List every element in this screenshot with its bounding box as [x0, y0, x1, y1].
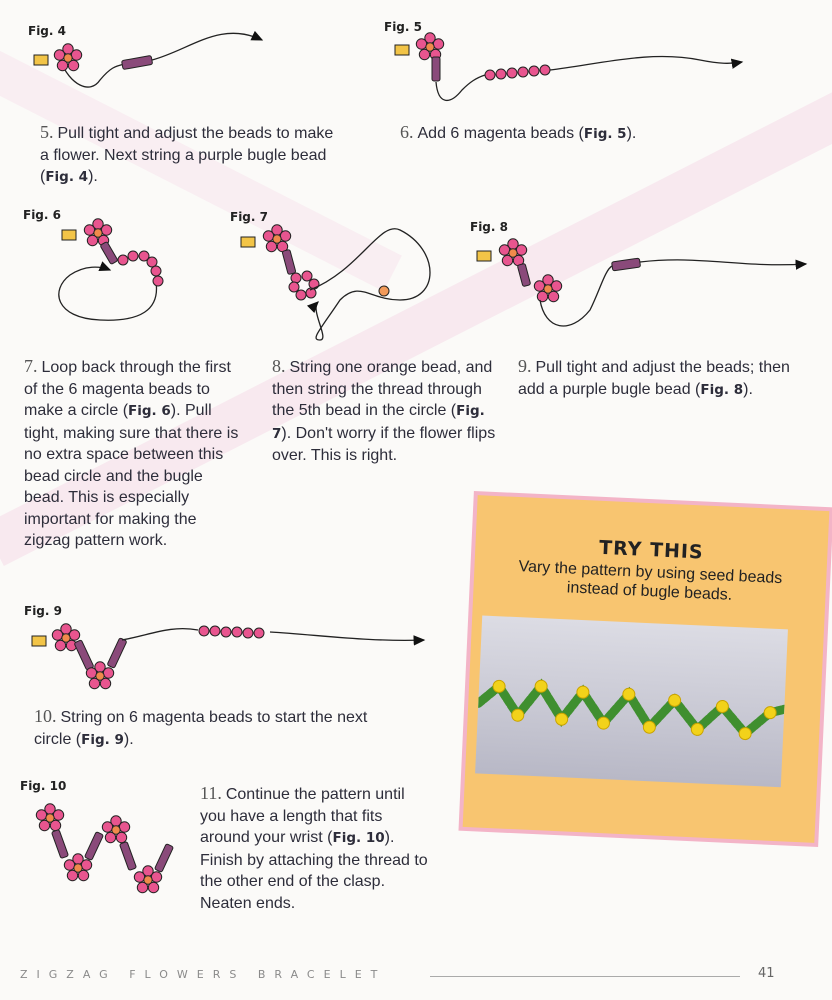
step-number: 8. [272, 356, 286, 376]
fig-reference: Fig. 5 [583, 126, 627, 142]
fig5-label: Fig. 5 [384, 20, 422, 34]
fig4-illustration [34, 33, 262, 87]
fig8-label: Fig. 8 [470, 220, 508, 234]
step-text-end: ). [123, 730, 134, 748]
bracelet-photo-image [475, 616, 788, 788]
step-text: Continue the pattern until you have a length that fits around your wrist ( [200, 786, 405, 846]
fig-reference: Fig. 6 [128, 403, 171, 419]
fig-reference: Fig. 7 [272, 403, 485, 442]
step-text-end: ). Pull tight, making sure that there is no extra space between this bead circle and the bugle bead. This is especially important for making the zigzag pattern work. [24, 402, 239, 549]
step-number: 9. [518, 356, 532, 376]
try-this-text: Vary the pattern by using seed beads instead of bugle beads. [518, 558, 783, 604]
fig4-label: Fig. 4 [28, 24, 66, 38]
fig7-label: Fig. 7 [230, 210, 268, 224]
step-text-end: ). [626, 125, 637, 142]
step-text: Add 6 magenta beads ( [417, 125, 584, 142]
fig9-label: Fig. 9 [24, 604, 62, 618]
step-text-end: ). [743, 380, 753, 398]
step-number: 5. [40, 122, 54, 142]
step-11 [200, 783, 432, 914]
fig-reference: Fig. 10 [332, 830, 385, 846]
fig6-illustration [59, 219, 163, 320]
step-text-end: ). Don't worry if the flower flips over. This is right. [272, 424, 496, 464]
step-text: Pull tight and adjust the beads to make a flower. Next string a purple bugle bead ( [40, 125, 334, 185]
step-10 [34, 706, 394, 751]
fig-reference: Fig. 4 [45, 169, 89, 185]
footer-title: ZIGZAG FLOWERS BRACELET [20, 968, 387, 981]
step-8 [272, 356, 497, 467]
fig-reference: Fig. 9 [81, 731, 124, 748]
step-number: 10. [34, 706, 57, 726]
fig8-illustration [477, 239, 806, 326]
fig-reference: Fig. 8 [700, 381, 744, 398]
step-text: Pull tight and adjust the beads; then add a purple bugle bead ( [518, 359, 790, 398]
step-number: 11. [200, 783, 222, 803]
step-7 [24, 356, 242, 552]
page-number: 41 [758, 966, 775, 981]
fig9-illustration [32, 624, 424, 689]
step-9 [518, 356, 793, 401]
fig6-label: Fig. 6 [23, 208, 61, 222]
fig10-label: Fig. 10 [20, 779, 67, 793]
fig10-illustration [36, 804, 173, 893]
try-this-title: TRY THIS [598, 536, 705, 564]
try-this-box [463, 495, 830, 843]
fig5-illustration [395, 33, 742, 101]
step-number: 6. [400, 122, 414, 142]
bracelet-photo [475, 616, 788, 788]
step-6 [400, 122, 700, 146]
step-text: Loop back through the first of the 6 magenta beads to make a circle ( [24, 359, 231, 419]
step-text: String on 6 magenta beads to start the next circle ( [34, 709, 368, 748]
step-text-end: ). Finish by attaching the thread to the other end of the clasp. Neaten ends. [200, 829, 428, 912]
step-5 [40, 122, 340, 189]
step-text-end: ). [88, 168, 98, 185]
fig7-illustration [241, 225, 430, 340]
footer-divider [430, 976, 740, 977]
step-text: String one orange bead, and then string the thread through the 5th bead in the circle ( [272, 359, 493, 419]
step-number: 7. [24, 356, 38, 376]
